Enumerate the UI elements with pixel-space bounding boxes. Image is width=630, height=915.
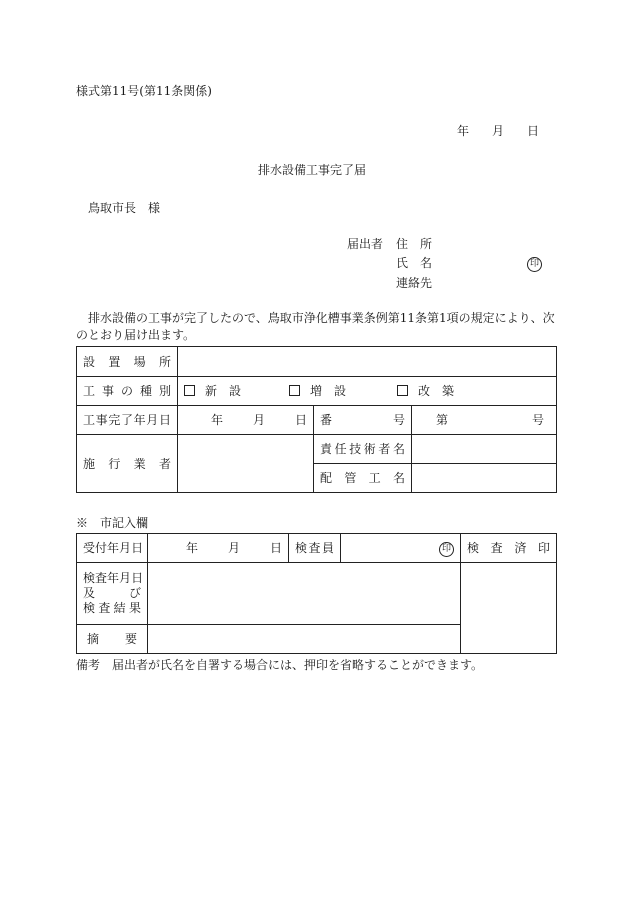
completion-date-field[interactable]: [178, 406, 314, 435]
inspected-stamp-label: 検 査 済 印: [461, 534, 557, 563]
received-date-field[interactable]: [148, 534, 289, 563]
summary-field[interactable]: [148, 625, 461, 654]
city-section-heading: ※ 市記入欄: [76, 516, 149, 530]
inspector-field[interactable]: [341, 534, 461, 563]
year-unit: 年: [185, 541, 198, 555]
inspection-row: [77, 563, 557, 625]
received-label: 受 付 年 月 日: [77, 534, 148, 563]
type-option-addition[interactable]: 増 設: [289, 384, 397, 398]
number-field[interactable]: [412, 406, 557, 435]
type-option-rebuild[interactable]: 改 築: [397, 384, 454, 398]
summary-label: 摘 要: [77, 625, 148, 654]
day-unit: 日: [269, 541, 282, 555]
completion-row: [77, 406, 557, 435]
inspection-label: 検 査 年 月 日 及 び 検 査 結 果: [77, 563, 148, 625]
checkbox-icon[interactable]: [397, 385, 408, 396]
body-paragraph: 排水設備の工事が完了したので、鳥取市浄化槽事業条例第11条第1項の規定により、次のとおり届け出ます。: [76, 311, 555, 342]
location-label: 設 置 場 所: [77, 347, 178, 377]
date-day-label: 日: [527, 124, 540, 138]
form-number: 様式第11号(第11条関係): [76, 84, 212, 98]
month-unit: 月: [227, 541, 240, 555]
inspector-seal-icon: 印: [439, 542, 454, 557]
date-year-label: 年: [457, 124, 470, 138]
document-title: 排水設備工事完了届: [258, 163, 367, 177]
address-label: 住 所: [396, 237, 433, 251]
type-option-new[interactable]: 新 設: [184, 384, 289, 398]
contact-label: 連絡先: [396, 276, 433, 290]
remarks: 備考 届出者が氏名を自署する場合には、押印を省略することができます。: [76, 658, 484, 672]
number-label: 番 号: [314, 406, 412, 435]
completion-label: 工 事 完 了 年 月 日: [77, 406, 178, 435]
number-suffix: 号: [532, 413, 545, 427]
applicant-prefix: 届出者: [347, 237, 384, 251]
applicant-seal-icon: 印: [527, 255, 542, 272]
type-row: [77, 377, 557, 406]
inspected-stamp-field[interactable]: [461, 563, 557, 654]
location-row: [77, 347, 557, 377]
checkbox-icon[interactable]: [289, 385, 300, 396]
engineer-row: [77, 435, 557, 464]
number-prefix: 第: [436, 413, 449, 427]
inspection-field[interactable]: [148, 563, 461, 625]
received-row: [77, 534, 557, 563]
type-options: [178, 377, 557, 406]
inspector-label: 検 査 員: [289, 534, 341, 563]
location-field[interactable]: [178, 347, 557, 377]
type-label: 工 事 の 種 別: [77, 377, 178, 406]
date-month-label: 月: [492, 124, 505, 138]
name-label: 氏 名: [396, 256, 433, 270]
day-unit: 日: [294, 413, 307, 427]
engineer-label: 責 任 技 術 者 名: [314, 435, 412, 464]
month-unit: 月: [252, 413, 265, 427]
engineer-field[interactable]: [412, 435, 557, 464]
contractor-field[interactable]: [178, 435, 314, 493]
checkbox-icon[interactable]: [184, 385, 195, 396]
contractor-label: 施 行 業 者: [77, 435, 178, 493]
main-table: [76, 346, 557, 493]
addressee: 鳥取市長 様: [88, 201, 161, 215]
city-table: [76, 533, 557, 654]
plumber-field[interactable]: [412, 464, 557, 493]
plumber-label: 配 管 工 名: [314, 464, 412, 493]
year-unit: 年: [210, 413, 223, 427]
